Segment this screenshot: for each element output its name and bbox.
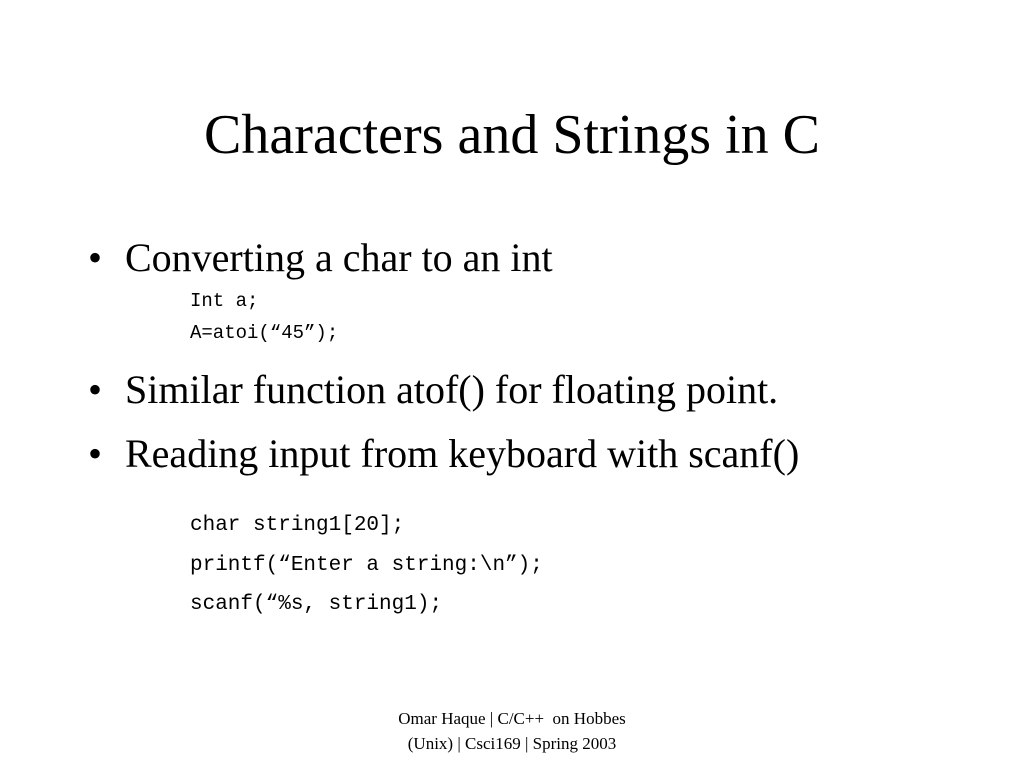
bullet-text: Converting a char to an int: [125, 235, 553, 280]
bullet-text: Similar function atof() for floating point.: [125, 367, 779, 412]
code-line: Int a;: [190, 290, 259, 312]
bullet-marker: •: [88, 431, 103, 476]
bullet-item-atof: [88, 366, 778, 414]
footer-line: (Unix) | Csci169 | Spring 2003: [407, 734, 617, 753]
code-line: printf(“Enter a string:\n”);: [190, 554, 543, 577]
bullet-item-converting: [88, 234, 553, 282]
slide-footer: [350, 706, 674, 756]
code-line: A=atoi(“45”);: [190, 322, 339, 344]
footer-line: Omar Haque | C/C++ on Hobbes: [398, 709, 626, 728]
bullet-marker: •: [88, 235, 103, 280]
bullet-marker: •: [88, 367, 103, 412]
code-line: scanf(“%s, string1);: [190, 593, 443, 616]
bullet-item-scanf: [88, 430, 799, 478]
slide-title: Characters and Strings in C: [204, 104, 820, 166]
bullet-text: Reading input from keyboard with scanf(): [125, 431, 800, 476]
code-line: char string1[20];: [190, 514, 405, 537]
